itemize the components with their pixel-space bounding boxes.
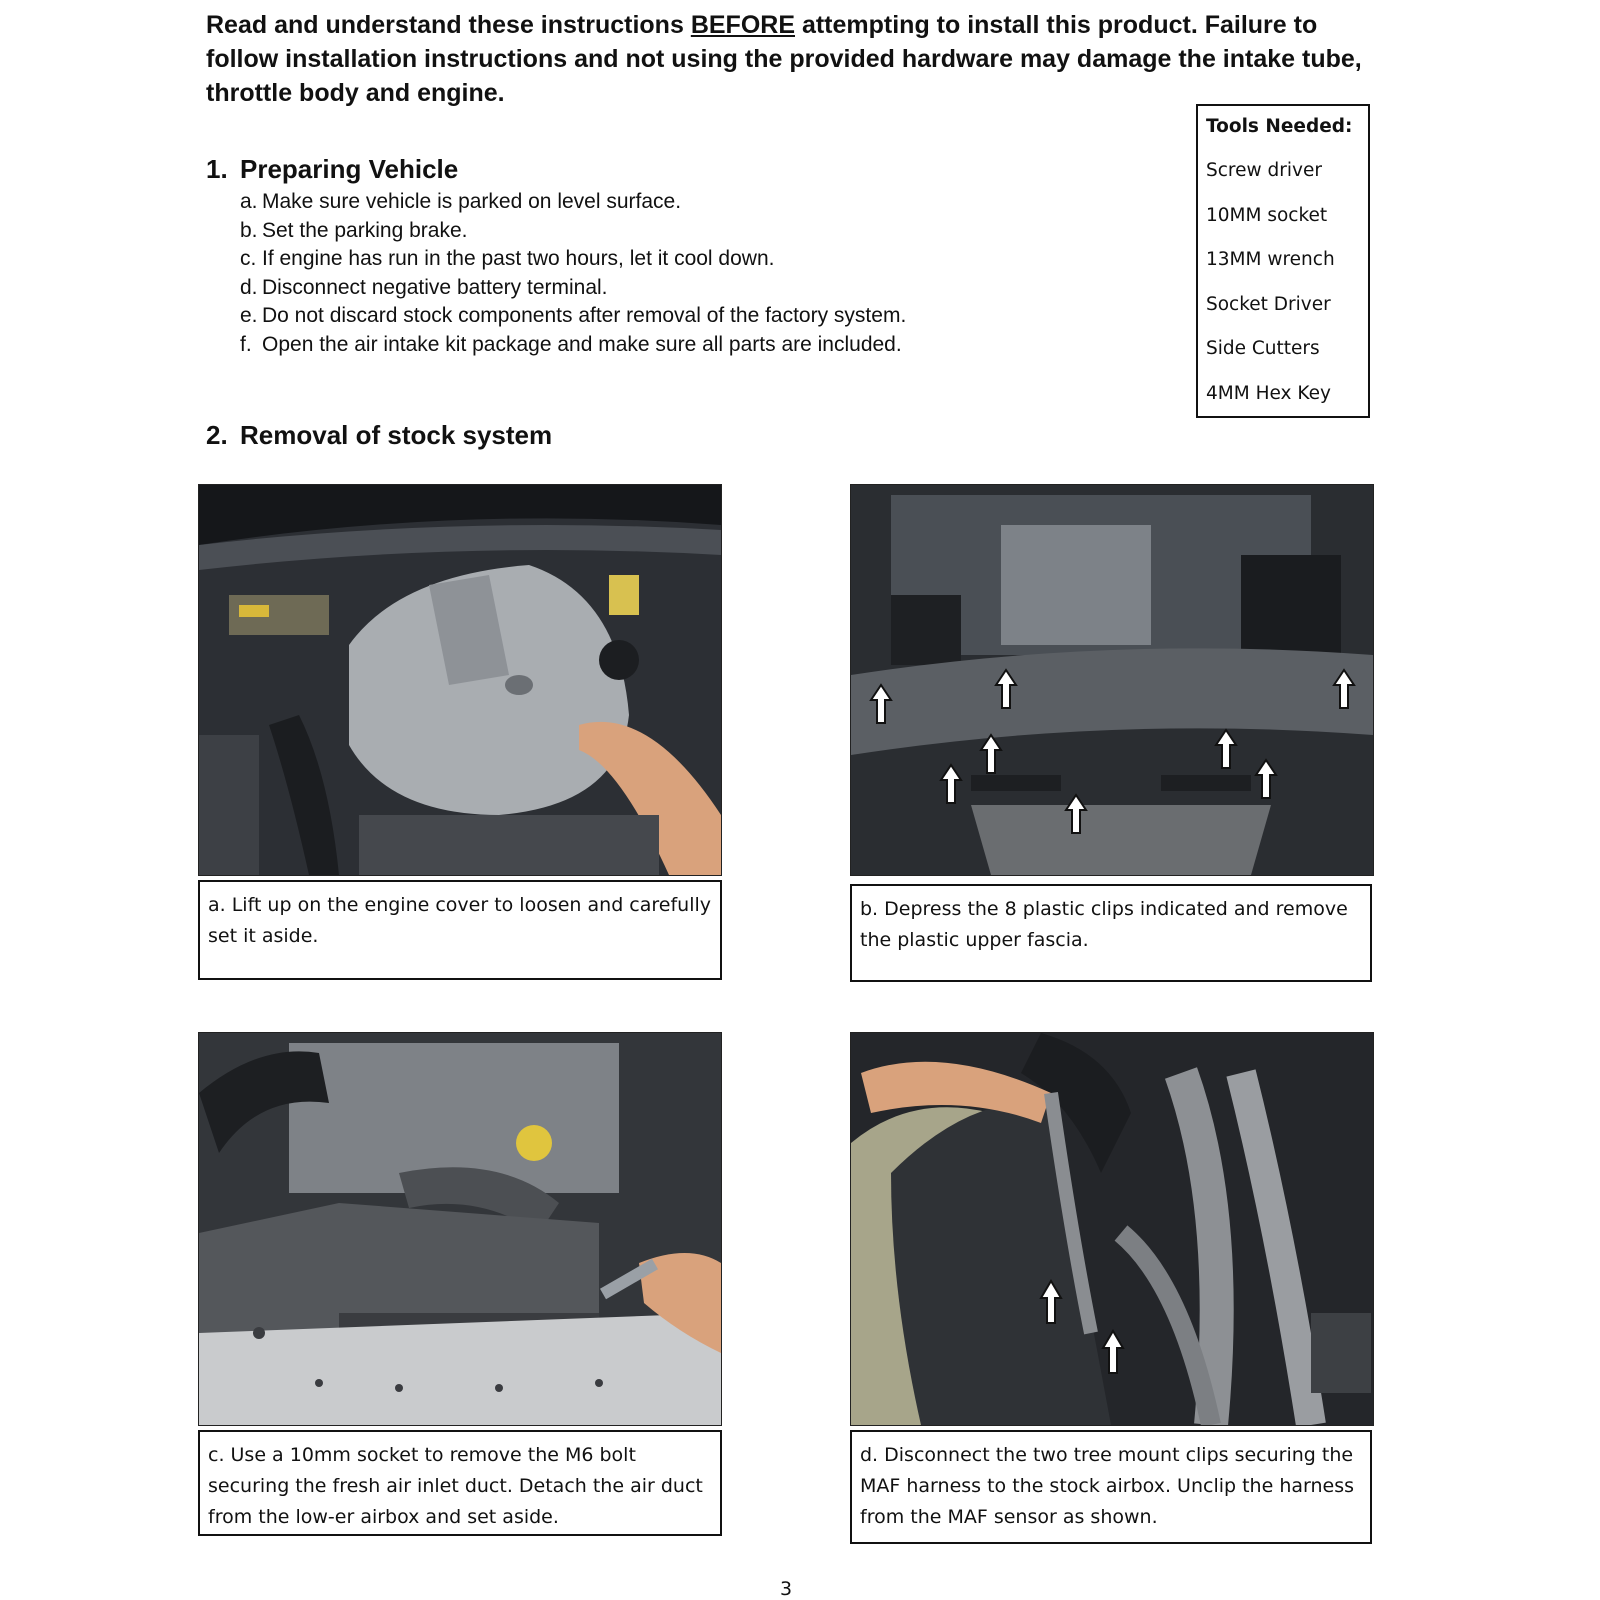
tools-needed-box (1196, 104, 1370, 418)
step-text: Open the air intake kit package and make sure all parts are included. (262, 332, 902, 356)
tool-item: 10MM socket (1206, 204, 1328, 226)
step-letter: e. (240, 304, 258, 327)
step-item (240, 274, 906, 303)
tool-item: 4MM Hex Key (1206, 382, 1331, 404)
warning-emphasis: BEFORE (690, 11, 795, 39)
preparation-steps (240, 188, 906, 359)
caption-step-b: b. Depress the 8 plastic clips indicated and remove the plastic upper fascia. (850, 884, 1372, 982)
caption-step-d: d. Disconnect the two tree mount clips securing the MAF harness to the stock airbox. Unclip the harness from the MAF sensor as shown. (850, 1430, 1372, 1544)
step-item (240, 302, 906, 331)
step-text: Disconnect negative battery terminal. (262, 275, 608, 299)
tools-title: Tools Needed: (1206, 116, 1353, 137)
photo-maf-harness (850, 1032, 1374, 1426)
step-letter: b. (240, 218, 258, 242)
installation-warning (206, 8, 1386, 110)
section-title: Removal of stock system (240, 420, 553, 450)
step-letter: d. (240, 275, 258, 299)
section-heading-removal (206, 420, 552, 451)
section-number: 1. (206, 154, 228, 184)
step-text: If engine has run in the past two hours, let it cool down. (262, 247, 775, 270)
step-letter: c. (240, 247, 257, 270)
section-number: 2. (206, 420, 228, 450)
step-item (240, 245, 906, 274)
section-heading-preparing-vehicle (206, 154, 458, 185)
step-item (240, 188, 906, 217)
photo-engine-cover (198, 484, 722, 876)
caption-step-a: a. Lift up on the engine cover to loosen and carefully set it aside. (198, 880, 722, 980)
page-number: 3 (780, 1578, 793, 1600)
step-text: Set the parking brake. (262, 218, 468, 242)
step-item (240, 217, 906, 246)
tool-item: 13MM wrench (1206, 249, 1335, 271)
step-letter: f. (240, 332, 252, 356)
warning-text-end: attempting to install this product. Failure to follow installation instructions and not using the provided hardware may damage the intake tube, throttle body and engine. (206, 11, 1362, 107)
caption-step-c: c. Use a 10mm socket to remove the M6 bolt securing the fresh air inlet duct. Detach the air duct from the low-er airbox and set aside. (198, 1430, 722, 1536)
warning-text-start: Read and understand these instructions (206, 11, 691, 39)
tool-item: Side Cutters (1206, 338, 1320, 360)
step-letter: a. (240, 190, 258, 213)
tool-item: Screw driver (1206, 160, 1322, 181)
photo-air-inlet-duct (198, 1032, 722, 1426)
tool-item: Socket Driver (1206, 293, 1331, 315)
section-title: Preparing Vehicle (240, 154, 459, 184)
step-text: Make sure vehicle is parked on level surface. (262, 190, 682, 213)
photo-upper-fascia-clips (850, 484, 1374, 876)
step-text: Do not discard stock components after removal of the factory system. (262, 304, 907, 327)
step-item (240, 331, 906, 360)
